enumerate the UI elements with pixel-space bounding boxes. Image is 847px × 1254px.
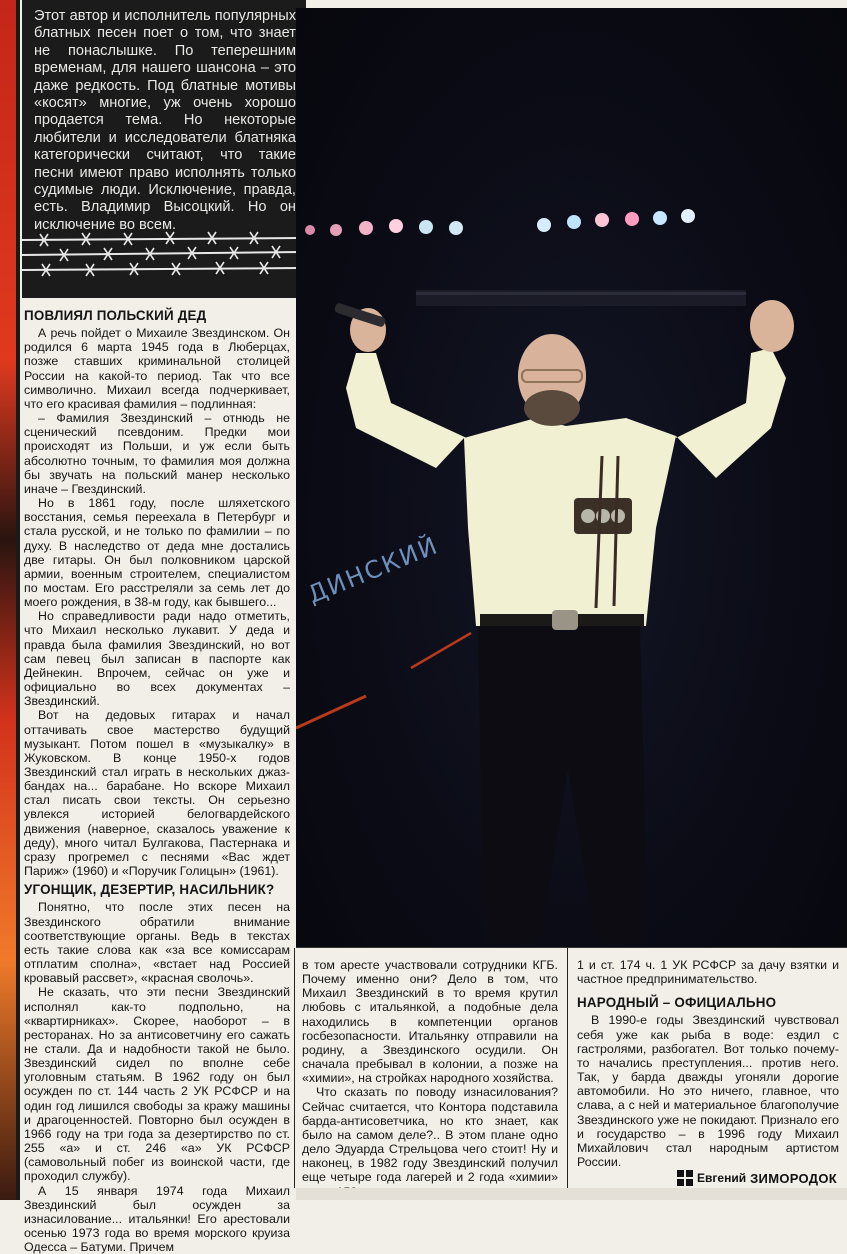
author-first-name: Евгений	[697, 1171, 747, 1185]
section-heading: НАРОДНЫЙ – ОФИЦИАЛЬНО	[577, 995, 777, 1011]
paragraph: Не сказать, что эти песни Звездинский исполнял как-то подпольно, на «квартирниках». Скорее, наоборот – в ресторанах. Но за антисоветчину его сажать не стали. Да и надобности такой не было. Звездинский сидел по вполне себе уголовным статьям. В 1962 году он был осужден по ст. 144 часть 2 УК РСФСР и на один год лишился свободы за кражу машины и драгоценностей. Повторно был осужден в 1966 году на три года за дезертирство по ст. 255 «а» и ст. 246 «а» УК РСФСР (самовольный побег из воинской части, где проходил службу).	[24, 985, 290, 1184]
author-byline	[677, 1170, 837, 1186]
article-column-3	[577, 958, 839, 1169]
paragraph: Вот на дедовых гитарах и начал оттачивать свое мастерство будущий музыкант. Потом пошел в «музыкалку» в Жуковском. В конце 1950-х годов Звездинский стал играть в нескольких джаз-бандах на... барабане. Но вскоре Михаил стал писать свои тексты. Он серьезно увлекся историей белогвардейского движения (наверное, сказалось уважение к деду), много читал Булгакова, Пастернака и сразу прогремел с песнями «Вас ждет Париж» (1960) и «Поручик Голицын» (1961).	[24, 708, 290, 879]
photo-bottom-rule	[296, 947, 847, 948]
paragraph: В 1990-е годы Звездинский чувствовал себя уже как рыба в воде: ездил с гастролями, разбогател. Вот только почему-то начались преступления... против него. Так, у барда дважды угоняли дорогие автомобили. Но это ничего, главное, что слава, а с ней и материальное благополучие Звездинского уже не покидают. Признало его и государство – в 1996 году Михаил Михайлович стал народным артистом России.	[577, 1013, 839, 1170]
paragraph: А 15 января 1974 года Михаил Звездинский был осужден за изнасилование... итальянки! Его арестовали осенью 1973 года во время морского круиза Одесса – Батуми. Причем	[24, 1183, 290, 1254]
photo-scribble: ДИНСКИЙ	[303, 531, 443, 609]
intro-text: Этот автор и исполнитель популярных блатных песен поет о том, что знает не понаслышке. По теперешним временам, для нашего шансона – это даже редкость. Под блатные мотивы «косят» многие, уж очень хорошо продается тема. Но некоторые любители и исследователи блатняка категорически считают, что такие песни имеют право исполнять только судимые люди. Исключение, правда, есть. Владимир Высоцкий. Но он исключение во всем.	[34, 8, 296, 233]
paragraph: Понятно, что после этих песен на Звездинского обратили внимание соответствующие органы. Ведь в текстах есть такие слова как «за все комиссарам отплатим сполна», «встает над Россией кровавый рассвет», «красная сволочь».	[24, 900, 290, 986]
bottom-bar	[296, 1188, 847, 1200]
column-divider	[294, 948, 295, 1188]
paragraph: Но в 1861 году, после шляхетского восстания, семья переехала в Петербург и стала русской, и не только по фамилии – по духу. В наследство от деда мне достались две гитары. Он был полковником царской армии, военным строителем, специалистом по мостам. Его расстреляли за семь лет до моего рождения, в 38-м году, как бывшего...	[24, 496, 290, 610]
paragraph: в том аресте участвовали сотрудники КГБ. Почему именно они? Дело в том, что Михаил Звездинский в то время крутил любовь с итальянкой, а подобные дела находились в компетенции органов госбезопасности. Итальянку отправили на родину, а Звездинского осудили. Он сначала пребывал в колонии, а позже на «химии», на стройках народного хозяйства.	[302, 958, 558, 1086]
article-column-2	[302, 958, 558, 1199]
paragraph: – Фамилия Звездинский – отнюдь не сценический псевдоним. Предки мои происходят из Польши, и уж если быть абсолютно точным, то фамилия моя должна бы звучать на польский манер несколько иначе – Гвездинский.	[24, 411, 290, 496]
section-heading: ПОВЛИЯЛ ПОЛЬСКИЙ ДЕД	[24, 308, 207, 323]
article-column-1	[24, 304, 290, 1254]
author-last-name: ЗИМОРОДОК	[750, 1170, 837, 1186]
performer-photo	[296, 8, 847, 948]
left-decorative-strip	[0, 0, 20, 1200]
paragraph: 1 и ст. 174 ч. 1 УК РСФСР за дачу взятки и частное предпринимательство.	[577, 958, 839, 987]
grid-logo-icon	[677, 1170, 693, 1186]
torn-paper-edge	[22, 283, 306, 303]
barbed-wire-decoration	[20, 228, 302, 282]
paragraph: Что сказать по поводу изнасилования? Сейчас считается, что Контора подставила барда-антисоветчика, но кто знает, как было на самом деле?.. В этом плане одно дело Эдуарда Стрельцова чего стоит! Ну и наконец, в 1982 году Звездинский получил еще четыре года лагерей и 2 года «химии»	[302, 1085, 558, 1185]
paragraph: Но справедливости ради надо отметить, что Михаил несколько лукавит. У деда и правда была фамилия Звездинский, но вот сам певец был записан в паспорте как Дейнекин. Впрочем, сейчас он уже и официально во всех документах – Звездинский.	[24, 609, 290, 709]
section-heading: УГОНЩИК, ДЕЗЕРТИР, НАСИЛЬНИК?	[24, 882, 275, 898]
stage-lights	[305, 209, 695, 236]
paragraph: А речь пойдет о Михаиле Звездинском. Он родился 6 марта 1945 года в Люберцах, позже ставших криминальной столицей России на какой-то период. Так что все символично. Михаил всегда подчеркивает, что его красивая фамилия – подлинная:	[24, 326, 290, 411]
column-divider	[567, 948, 568, 1188]
